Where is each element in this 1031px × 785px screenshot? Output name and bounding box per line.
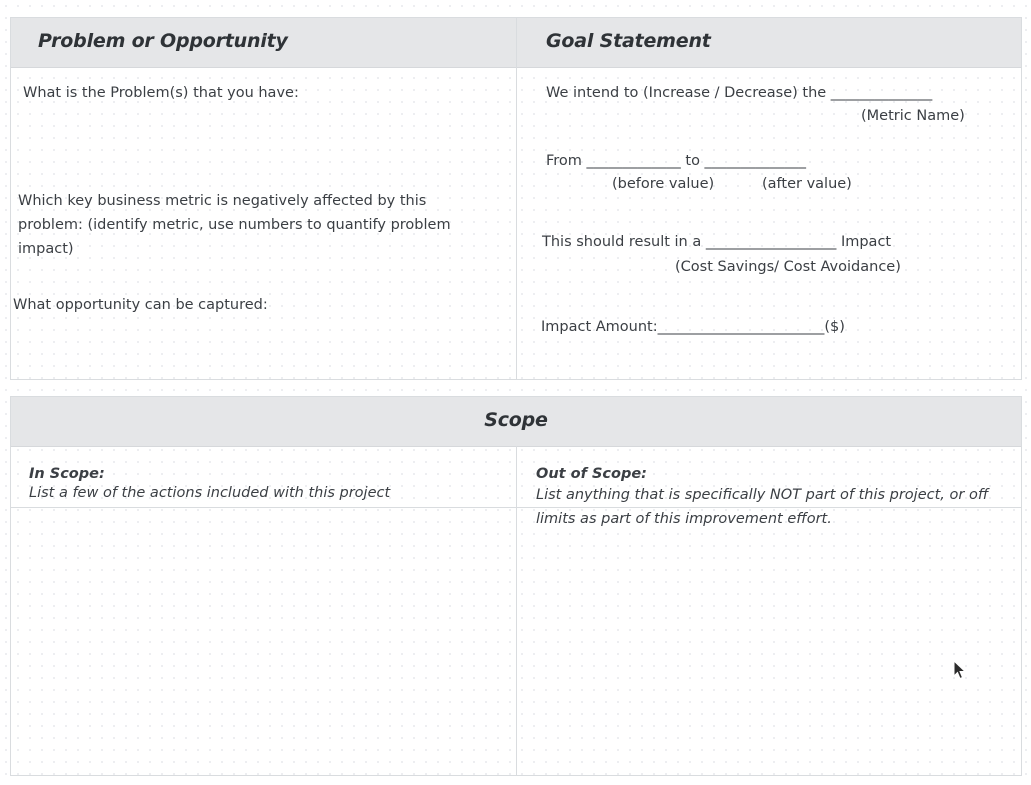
scope-title: Scope <box>484 409 548 431</box>
impact-amount-line[interactable]: Impact Amount:_______________________($) <box>541 319 845 335</box>
metric-name-hint: (Metric Name) <box>861 108 965 124</box>
impact-type-hint: (Cost Savings/ Cost Avoidance) <box>675 259 901 275</box>
scope-header <box>11 397 1021 447</box>
goal-title: Goal Statement <box>546 30 711 52</box>
metric-question[interactable]: Which key business metric is negatively affected by this problem: (identify metric, use numbers to quantify problem impact) <box>18 193 451 257</box>
goal-intent-line[interactable]: We intend to (Increase / Decrease) the ______________ <box>546 85 933 101</box>
goal-from-to-line[interactable]: From _____________ to ______________ <box>546 153 807 169</box>
problem-title: Problem or Opportunity <box>38 30 288 52</box>
mouse-pointer-icon <box>953 660 967 680</box>
after-value-hint: (after value) <box>762 176 852 192</box>
out-of-scope-label: Out of Scope: <box>536 466 647 482</box>
scope-column-divider <box>516 446 517 775</box>
before-value-hint: (before value) <box>612 176 715 192</box>
in-scope-label: In Scope: <box>29 466 105 482</box>
goal-impact-line[interactable]: This should result in a __________________ Impact <box>542 234 892 250</box>
in-scope-description[interactable]: List a few of the actions included with this project <box>29 485 391 501</box>
problem-goal-panel <box>10 17 1022 380</box>
problem-question[interactable]: What is the Problem(s) that you have: <box>23 85 299 101</box>
out-of-scope-description[interactable]: List anything that is specifically NOT part of this project, or off limits as part of this improvement effort. <box>536 487 989 527</box>
opportunity-question[interactable]: What opportunity can be captured: <box>13 297 268 313</box>
top-column-divider <box>516 18 517 379</box>
scope-panel <box>10 396 1022 776</box>
